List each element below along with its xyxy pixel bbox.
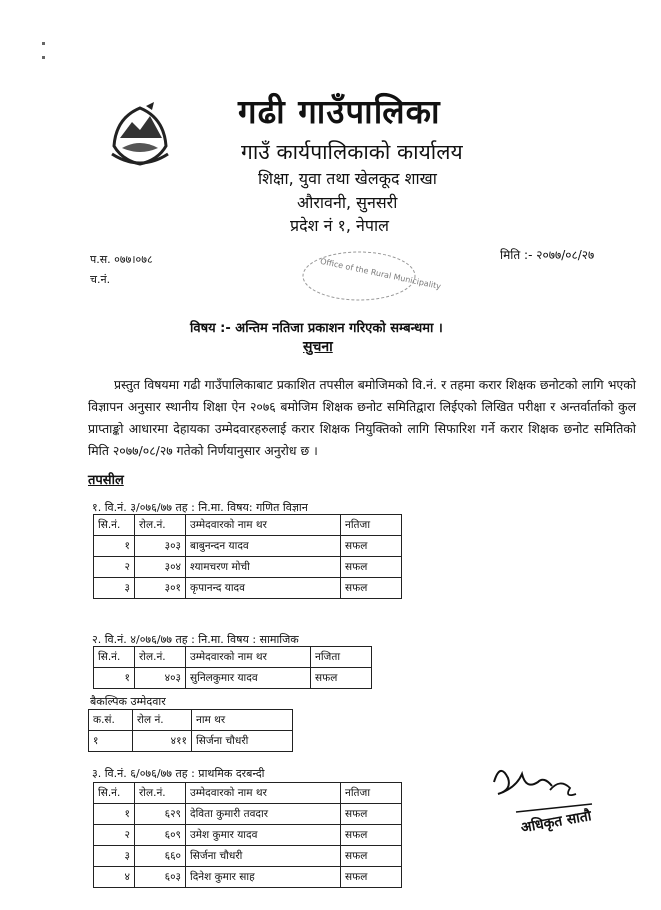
nepal-emblem-icon: [106, 98, 174, 170]
table-cell: २: [94, 557, 135, 578]
table-header-row: [89, 710, 293, 731]
table-row: [94, 825, 402, 846]
table-header: नतिजा: [341, 783, 402, 804]
table-cell: सफल: [341, 578, 402, 599]
scan-speck: [42, 42, 45, 45]
section-caption: ३. वि.नं. ६/०७६/७७ तह : प्राथमिक दरबन्दी: [92, 767, 265, 780]
table-cell: सिर्जना चौधरी: [186, 846, 341, 867]
table-cell: ३०३: [135, 536, 186, 557]
scan-speck: [42, 56, 45, 59]
notice-body: प्रस्तुत विषयमा गढी गाउँपालिकाबाट प्रकाशित तपसील बमोजिमको वि.नं. र तहमा करार शिक्षक छनोटको लागि भएको विज्ञापन अनुसार स्थानीय शिक्षा ऐन २०७६ बमोजिम शिक्षक छनोट समितिद्वारा लिईएको लिखित परीक्षा र अन्तर्वार्ताको कुल प्राप्ताङ्को आधारमा देहायका उम्मेदवारहरुलाई करार शिक्षक नियुक्तिको लागि सिफारिश गर्ने करार शिक्षक छनोट समितिको मिति २०७७/०८/२७ गतेको निर्णयानुसार अनुरोध छ ।: [88, 377, 636, 458]
alternate-caption: बैकल्पिक उम्मेदवार: [90, 695, 166, 708]
section-caption: २. वि.नं. ४/०७६/७७ तह : नि.मा. विषय : सामाजिक: [92, 633, 299, 646]
notice-title: सुचना: [303, 339, 333, 355]
province: प्रदेश नं १, नेपाल: [290, 216, 389, 235]
branch-name: शिक्षा, युवा तथा खेलकूद शाखा: [258, 169, 437, 188]
table-header: नतिजा: [341, 515, 402, 536]
table-row: [94, 867, 402, 888]
tapsil-heading: तपसील: [88, 473, 124, 488]
office-name: गाउँ कार्यपालिकाको कार्यालय: [241, 140, 463, 164]
office-stamp: [300, 250, 442, 302]
table-header-row: [94, 515, 402, 536]
stamp-text: Office of the Rural Municipality: [319, 256, 442, 292]
table-cell: सफल: [341, 867, 402, 888]
reference-number: प.स. ०७७।०७८: [90, 253, 153, 266]
table-cell: ४०३: [135, 668, 186, 689]
table-header: उम्मेदवारको नाम थर: [186, 647, 311, 668]
location: औरावनी, सुनसरी: [297, 193, 398, 212]
table-header: रोल नं.: [133, 710, 192, 731]
table-cell: ६२९: [135, 804, 186, 825]
table-cell: ३: [94, 578, 135, 599]
table-cell: सफल: [341, 846, 402, 867]
results-table-1: [93, 514, 402, 599]
table-cell: १: [89, 731, 133, 752]
table-header: सि.नं.: [94, 515, 135, 536]
table-row: [89, 731, 293, 752]
table-header-row: [94, 647, 372, 668]
table-cell: उमेश कुमार यादव: [186, 825, 341, 846]
table-header: उम्मेदवारको नाम थर: [186, 515, 341, 536]
table-cell: १: [94, 668, 135, 689]
table-header: सि.नं.: [94, 783, 135, 804]
table-cell: सफल: [341, 804, 402, 825]
table-row: [94, 668, 372, 689]
table-cell: सफल: [341, 536, 402, 557]
table-cell: १: [94, 536, 135, 557]
table-cell: सफल: [311, 668, 372, 689]
table-cell: दिनेश कुमार साह: [186, 867, 341, 888]
table-cell: श्यामचरण मोची: [186, 557, 341, 578]
section-caption: १. वि.नं. ३/०७६/७७ तह : नि.मा. विषय: गणित विज्ञान: [92, 501, 308, 514]
table-header: रोल.नं.: [135, 783, 186, 804]
alternate-table: [88, 709, 293, 752]
table-row: [94, 536, 402, 557]
table-cell: कृपानन्द यादव: [186, 578, 341, 599]
org-title: गढी गाउँपालिका: [238, 92, 441, 131]
dispatch-number: च.नं.: [90, 273, 111, 286]
table-cell: सफल: [341, 825, 402, 846]
results-table-2: [93, 646, 372, 689]
table-cell: ६०३: [135, 867, 186, 888]
subject-line: विषय :- अन्तिम नतिजा प्रकाशन गरिएको सम्बन्धमा ।: [190, 321, 443, 336]
table-row: [94, 846, 402, 867]
table-cell: सिर्जना चौधरी: [192, 731, 293, 752]
table-row: [94, 804, 402, 825]
table-header: नजिता: [311, 647, 372, 668]
table-header: रोल.नं.: [135, 647, 186, 668]
letter-date: मिति :- २०७७/०८/२७: [500, 248, 595, 262]
table-cell: ४: [94, 867, 135, 888]
table-cell: सफल: [341, 557, 402, 578]
table-cell: ६०९: [135, 825, 186, 846]
results-table-3: [93, 782, 402, 888]
table-header: नाम थर: [192, 710, 293, 731]
table-cell: ३०१: [135, 578, 186, 599]
table-cell: २: [94, 825, 135, 846]
table-cell: देविता कुमारी तवदार: [186, 804, 341, 825]
table-cell: सुनिलकुमार यादव: [186, 668, 311, 689]
table-header: रोल.नं.: [135, 515, 186, 536]
signature: [486, 760, 601, 835]
table-cell: बाबुनन्दन यादव: [186, 536, 341, 557]
table-cell: ६६०: [135, 846, 186, 867]
signature-label: अधिकृत सातौ: [519, 808, 593, 837]
table-header: सि.नं.: [94, 647, 135, 668]
table-cell: ४११: [133, 731, 192, 752]
table-cell: ३०४: [135, 557, 186, 578]
table-header-row: [94, 783, 402, 804]
table-row: [94, 557, 402, 578]
table-header: क.सं.: [89, 710, 133, 731]
table-row: [94, 578, 402, 599]
table-cell: १: [94, 804, 135, 825]
table-cell: ३: [94, 846, 135, 867]
table-header: उम्मेदवारको नाम थर: [186, 783, 341, 804]
